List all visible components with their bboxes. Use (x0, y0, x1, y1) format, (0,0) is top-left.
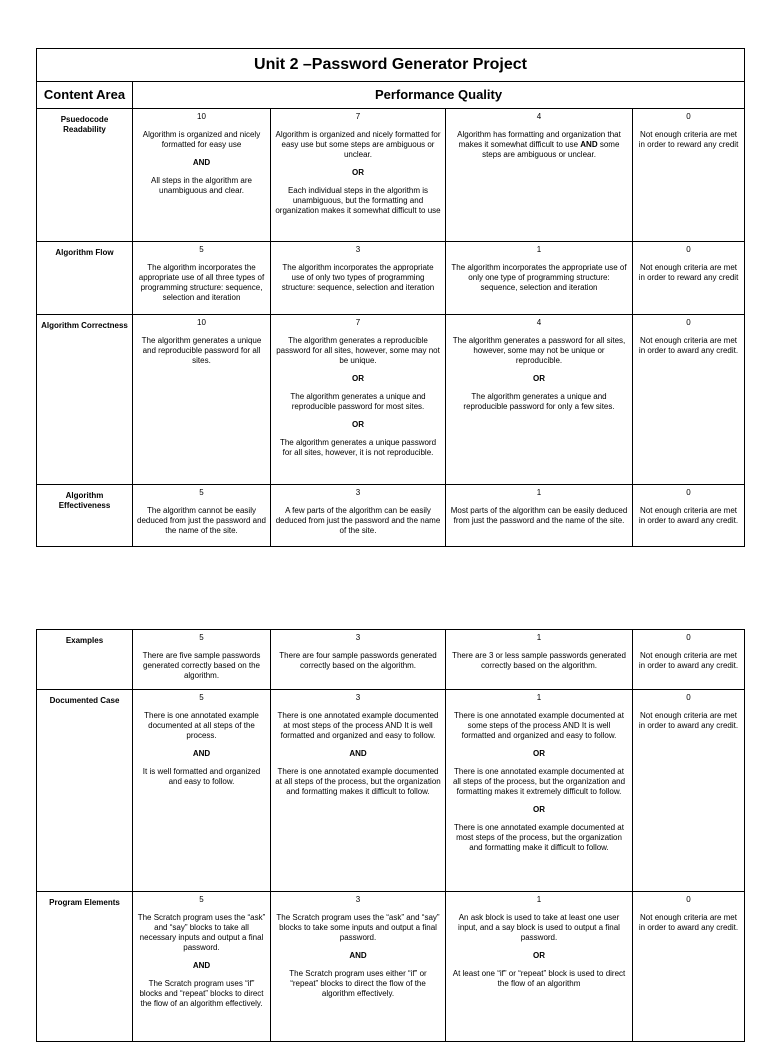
criteria-text: There is one annotated example documented at some steps of the process AND It is well formatted and organized and easy to follow. (454, 711, 624, 740)
conjunction: AND (192, 749, 211, 758)
score-value: 7 (355, 112, 361, 121)
score-value: 0 (686, 693, 691, 702)
score-value: 5 (199, 895, 204, 904)
criteria-text: The algorithm generates a unique password for all sites, however, it is not reproducible. (279, 438, 437, 457)
criteria-cell (271, 690, 446, 892)
content-area-label: Algorithm Flow (37, 242, 133, 315)
rubric-row (37, 892, 745, 1042)
rubric-table-top (36, 48, 745, 547)
criteria-cell (271, 892, 446, 1042)
criteria-text: The Scratch program uses “if” blocks and “repeat” blocks to direct the flow of an algorithm effectively. (139, 979, 264, 1008)
criteria-cell (446, 242, 633, 315)
score-value: 1 (536, 633, 542, 642)
criteria-text: The algorithm incorporates the appropriate use of only one type of programming structure: sequence, selection and iteration (451, 263, 627, 292)
criteria-text: The algorithm incorporates the appropriate use of all three types of programming structure: sequence, selection and iteration (138, 263, 265, 302)
criteria-cell (633, 485, 745, 547)
conjunction: AND (192, 961, 211, 970)
criteria-text: At least one “if” or “repeat” block is used to direct the flow of an algorithm (452, 969, 626, 988)
rubric-row (37, 485, 745, 547)
criteria-text: Not enough criteria are met in order to reward any credit (638, 130, 739, 149)
content-area-header: Content Area (37, 82, 133, 109)
conjunction: OR (352, 168, 364, 177)
conjunction: AND (349, 951, 367, 960)
criteria-cell (133, 242, 271, 315)
score-value: 1 (536, 895, 542, 904)
content-area-label: Algorithm Effectiveness (37, 485, 133, 547)
criteria-text: The algorithm generates a unique and reproducible password for most sites. (290, 392, 426, 411)
criteria-text: The algorithm generates a reproducible password for all sites, however, some may not be unique. (276, 336, 440, 365)
rubric-table-bottom (36, 629, 745, 1042)
criteria-cell (446, 630, 633, 690)
criteria-cell (633, 630, 745, 690)
conjunction: AND (192, 158, 211, 167)
conjunction: AND (580, 140, 598, 149)
criteria-cell (133, 690, 271, 892)
criteria-text: Each individual steps in the algorithm is unambiguous, but the formatting and organization makes it somewhat difficult to use (275, 186, 441, 215)
score-value: 3 (355, 488, 361, 497)
criteria-cell (446, 485, 633, 547)
criteria-text: Not enough criteria are met in order to award any credit. (638, 336, 739, 355)
criteria-cell (133, 892, 271, 1042)
criteria-text: There are four sample passwords generated correctly based on the algorithm. (279, 651, 437, 670)
score-value: 4 (536, 318, 542, 327)
criteria-text (450, 130, 628, 160)
criteria-text: Not enough criteria are met in order to award any credit. (638, 651, 739, 670)
criteria-cell (633, 690, 745, 892)
content-area-label: Program Elements (37, 892, 133, 1042)
score-value: 3 (355, 895, 361, 904)
criteria-text: An ask block is used to take at least one user input, and a say block is used to output a final password. (458, 913, 620, 942)
criteria-text: Algorithm is organized and nicely formatted for easy use (142, 130, 261, 149)
criteria-text: All steps in the algorithm are unambiguous and clear. (151, 176, 252, 195)
criteria-text: Algorithm is organized and nicely formatted for easy use but some steps are ambiguous or unclear. (275, 130, 441, 159)
score-value: 4 (536, 112, 542, 121)
content-area-label: Algorithm Correctness (37, 315, 133, 485)
score-value: 0 (686, 895, 691, 904)
criteria-text: The Scratch program uses the “ask” and “say” blocks to take some inputs and output a final password. (276, 913, 440, 942)
criteria-text: The algorithm incorporates the appropriate use of only two types of programming structure: sequence, selection and iteration (281, 263, 435, 292)
criteria-text-part: Algorithm has formatting and organization that makes it somewhat difficult to use (457, 130, 621, 149)
criteria-cell (271, 630, 446, 690)
score-value: 5 (199, 693, 204, 702)
score-value: 1 (536, 488, 542, 497)
score-value: 10 (197, 112, 206, 121)
score-value: 0 (686, 245, 691, 254)
criteria-text: There is one annotated example documented at most steps of the process, but the organization and formatting make it difficult to follow. (454, 823, 624, 852)
criteria-text: There is one annotated example documented at all steps of the process, but the organization and formatting makes it extremely difficult to follow. (452, 767, 626, 796)
criteria-cell (271, 485, 446, 547)
score-value: 0 (686, 318, 691, 327)
criteria-text: The algorithm generates a unique and reproducible password for only a few sites. (463, 392, 615, 411)
criteria-text: The algorithm generates a password for all sites, however, some may not be unique or reproducible. (452, 336, 626, 365)
criteria-text: There is one annotated example documented at all steps of the process. (144, 711, 259, 740)
criteria-cell (133, 315, 271, 485)
criteria-cell (633, 892, 745, 1042)
criteria-text: Not enough criteria are met in order to reward any credit (638, 263, 739, 282)
criteria-cell (271, 242, 446, 315)
score-value: 3 (355, 245, 361, 254)
criteria-text: The Scratch program uses the “ask” and “say” blocks to take all necessary inputs and output a final password. (137, 913, 266, 952)
score-value: 0 (686, 112, 691, 121)
criteria-text: The algorithm cannot be easily deduced from just the password and the name of the site. (137, 506, 266, 535)
score-value: 1 (536, 693, 542, 702)
score-value: 5 (199, 633, 204, 642)
criteria-text: There are five sample passwords generated correctly based on the algorithm. (142, 651, 261, 680)
rubric-row (37, 690, 745, 892)
criteria-cell (271, 315, 446, 485)
conjunction: OR (533, 805, 545, 814)
score-value: 3 (355, 633, 361, 642)
content-area-label: Documented Case (37, 690, 133, 892)
content-area-label: Psuedocode Readability (37, 109, 133, 242)
criteria-cell (446, 892, 633, 1042)
criteria-cell (446, 315, 633, 485)
criteria-cell (633, 109, 745, 242)
criteria-text: It is well formatted and organized and easy to follow. (142, 767, 261, 786)
score-value: 3 (355, 693, 361, 702)
score-value: 0 (686, 488, 691, 497)
content-area-label: Examples (37, 630, 133, 690)
criteria-text: A few parts of the algorithm can be easily deduced from just the password and the name of the site. (275, 506, 441, 535)
conjunction: OR (352, 374, 364, 383)
criteria-text: There are 3 or less sample passwords generated correctly based on the algorithm. (452, 651, 626, 670)
criteria-cell (633, 242, 745, 315)
score-value: 5 (199, 245, 204, 254)
score-value: 7 (355, 318, 361, 327)
conjunction: OR (533, 374, 545, 383)
performance-quality-header: Performance Quality (133, 82, 745, 109)
criteria-cell (133, 485, 271, 547)
criteria-text: Not enough criteria are met in order to award any credit. (638, 913, 739, 932)
rubric-row (37, 315, 745, 485)
criteria-cell (446, 690, 633, 892)
criteria-text: There is one annotated example documented at most steps of the process AND It is well formatted and organized and easy to follow. (277, 711, 439, 740)
rubric-row (37, 630, 745, 690)
criteria-text: The Scratch program uses either “if” or “repeat” blocks to direct the flow of the algorithm effectively. (289, 969, 427, 998)
criteria-text: Not enough criteria are met in order to award any credit. (638, 711, 739, 730)
page-title: Unit 2 –Password Generator Project (37, 49, 745, 82)
criteria-text-part: some steps are ambiguous or unclear. (482, 140, 620, 159)
criteria-cell (133, 109, 271, 242)
conjunction: OR (533, 951, 545, 960)
criteria-text: There is one annotated example documented at all steps of the process, but the organization and formatting makes it difficult to follow. (275, 767, 441, 796)
score-value: 0 (686, 633, 691, 642)
criteria-text: Most parts of the algorithm can be easily deduced from just the password and the name of the site. (450, 506, 628, 525)
conjunction: AND (349, 749, 367, 758)
score-value: 10 (197, 318, 206, 327)
conjunction: OR (352, 420, 364, 429)
criteria-cell (446, 109, 633, 242)
criteria-cell (133, 630, 271, 690)
rubric-row (37, 109, 745, 242)
score-value: 5 (199, 488, 204, 497)
criteria-cell (271, 109, 446, 242)
score-value: 1 (536, 245, 542, 254)
criteria-text: Not enough criteria are met in order to award any credit. (638, 506, 739, 525)
rubric-row (37, 242, 745, 315)
conjunction: OR (533, 749, 545, 758)
criteria-cell (633, 315, 745, 485)
criteria-text: The algorithm generates a unique and reproducible password for all sites. (141, 336, 262, 365)
